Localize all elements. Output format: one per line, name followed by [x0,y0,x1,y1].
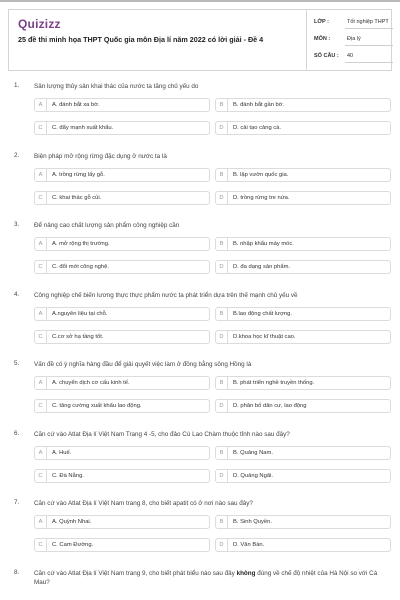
option-c[interactable] [34,469,210,483]
option-a[interactable] [34,446,210,460]
option-letter: D [216,122,228,134]
option-letter: D [216,539,228,551]
option-letter: A [35,169,47,181]
question-text: Biện pháp mở rộng rừng đặc dụng ở nước ta là [34,153,167,160]
option-text: B. lập vườn quốc gia. [233,172,289,178]
option-letter: B [216,377,228,389]
question-number: 5. [14,360,20,367]
option-b[interactable] [215,98,391,112]
option-letter: A [35,308,47,320]
option-text: C. tăng cường xuất khẩu lao động. [52,403,142,409]
option-text: A. Quỳnh Nhai. [52,519,92,525]
option-letter: D [216,331,228,343]
question-text: Vấn đề có ý nghĩa hàng đầu để giải quyết việc làm ở đồng bằng sông Hồng là [34,361,252,368]
option-text: A. mở rộng thị trường. [52,241,110,247]
meta-count-value: 40 [347,53,354,59]
option-b[interactable] [215,307,391,321]
option-text: A. trồng rừng lấy gỗ. [52,172,105,178]
option-text: A. chuyển dịch cơ cấu kinh tế. [52,380,130,386]
question-text-before: Căn cứ vào Atlat Địa lí Việt Nam trang 9, cho biết phát biểu nào sau đây [34,570,237,577]
option-letter: C [35,122,47,134]
option-text: D. trồng rừng tre nứa. [233,195,290,201]
option-c[interactable] [34,399,210,413]
option-a[interactable] [34,237,210,251]
option-letter: C [35,192,47,204]
option-letter: C [35,539,47,551]
option-text: C. khai thác gỗ củi. [52,195,102,201]
meta-class-value: Tốt nghiệp THPT [347,19,389,25]
option-b[interactable] [215,237,391,251]
option-a[interactable] [34,98,210,112]
question-text: Công nghiệp chế biến lương thực thực phẩm nước ta phát triển dựa trên thế mạnh chủ yếu về [34,292,298,299]
question-number: 7. [14,499,20,506]
option-letter: B [216,238,228,250]
question-text: Sản lượng thủy sản khai thác của nước ta tăng chủ yếu do [34,83,199,90]
meta-subject-label: MÔN : [314,36,331,42]
option-text: B. Sinh Quyền. [233,519,272,525]
option-text: B. đánh bắt gần bờ. [233,102,285,108]
option-d[interactable] [215,399,391,413]
option-text: B. nhập khẩu máy móc. [233,241,294,247]
question-text [34,569,382,587]
option-b[interactable] [215,446,391,460]
option-text: D.khoa học kĩ thuật cao. [233,334,296,340]
option-text: B.lao động chất lượng. [233,311,292,317]
question-text-emphasis: không [236,570,256,577]
option-letter: D [216,192,228,204]
option-c[interactable] [34,260,210,274]
option-d[interactable] [215,469,391,483]
option-letter: D [216,400,228,412]
worksheet-header [8,9,392,71]
option-letter: C [35,331,47,343]
option-letter: B [216,169,228,181]
meta-class-label: LỚP : [314,19,329,25]
question-number: 4. [14,291,20,298]
option-letter: C [35,261,47,273]
option-text: D. cải tạo cảng cá. [233,125,282,131]
option-letter: B [216,308,228,320]
option-letter: B [216,516,228,528]
option-text: D. Văn Bàn. [233,542,265,548]
option-d[interactable] [215,121,391,135]
option-letter: D [216,470,228,482]
option-text: C. đẩy mạnh xuất khẩu. [52,125,114,131]
option-text: B. Quảng Nam. [233,450,273,456]
option-text: C. đổi mới công nghệ. [52,264,109,270]
question-number: 6. [14,430,20,437]
option-text: A. đánh bắt xa bờ. [52,102,100,108]
question-number: 8. [14,569,20,576]
option-text: B. phát triển nghề truyền thống. [233,380,315,386]
option-text: D. Quảng Ngãi. [233,473,273,479]
option-text: A.nguyên liệu tại chỗ. [52,311,108,317]
option-letter: A [35,99,47,111]
option-text: C.cơ sở hạ tầng tốt. [52,334,104,340]
option-letter: B [216,99,228,111]
option-a[interactable] [34,307,210,321]
option-d[interactable] [215,330,391,344]
option-b[interactable] [215,376,391,390]
option-c[interactable] [34,538,210,552]
option-a[interactable] [34,168,210,182]
option-text: C. Cam Đường. [52,542,94,548]
option-letter: C [35,400,47,412]
question-number: 3. [14,221,20,228]
option-c[interactable] [34,191,210,205]
page-title: 25 đề thi minh họa THPT Quốc gia môn Địa lí năm 2022 có lời giải - Đề 4 [18,35,264,44]
meta-count-label: SỐ CÂU : [314,53,339,59]
meta-class-underline [345,28,393,29]
option-letter: A [35,377,47,389]
option-letter: D [216,261,228,273]
option-c[interactable] [34,121,210,135]
question-text: Căn cứ vào Atlat Địa lí Việt Nam trang 8, cho biết apatit có ở nơi nào sau đây? [34,500,253,507]
option-d[interactable] [215,191,391,205]
option-a[interactable] [34,376,210,390]
question-number: 1. [14,82,20,89]
option-text: A. Huế. [52,450,72,456]
option-letter: B [216,447,228,459]
quizizz-logo: Quizizz [18,17,61,31]
option-text: D. phân bố dân cư, lao động [233,403,307,409]
option-b[interactable] [215,168,391,182]
option-d[interactable] [215,538,391,552]
header-divider [306,10,307,70]
meta-count-underline [345,62,393,63]
option-a[interactable] [34,515,210,529]
question-number: 2. [14,152,20,159]
question-text: Căn cứ vào Atlat Địa lí Việt Nam Trang 4 -5, cho đảo Cù Lao Chàm thuộc tỉnh nào sau đây? [34,431,290,438]
meta-subject-underline [345,45,393,46]
option-text: C. Đà Nẵng. [52,473,84,479]
option-letter: C [35,470,47,482]
meta-subject-value: Địa lý [347,36,361,42]
option-letter: A [35,238,47,250]
option-d[interactable] [215,260,391,274]
option-text: D. đa dạng sản phẩm. [233,264,291,270]
question-text-after: đúng về chế độ nhiệt của Hà Nội so với Cà Mau? [34,570,378,587]
option-b[interactable] [215,515,391,529]
option-letter: A [35,516,47,528]
option-c[interactable] [34,330,210,344]
option-letter: A [35,447,47,459]
question-text: Để nâng cao chất lượng sản phẩm công nghiệp cần [34,222,180,229]
